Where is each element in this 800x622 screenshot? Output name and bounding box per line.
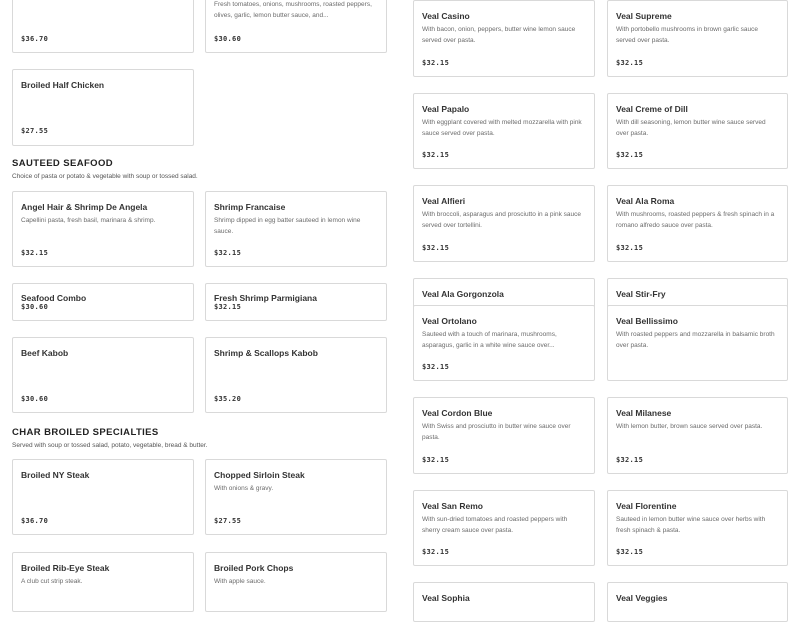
item-price: $35.20 [214,395,242,403]
menu-item-card[interactable] [607,93,788,169]
item-price: $32.15 [422,363,450,371]
item-description: With dill seasoning, lemon butter wine sauce served over pasta. [616,119,766,137]
item-price: $32.15 [422,548,450,556]
item-description: With eggplant covered with melted mozzarella with pink sauce served over pasta. [422,119,582,137]
item-price: $30.60 [214,35,242,43]
item-price: $32.15 [422,244,450,252]
menu-item-card[interactable] [205,552,387,612]
item-description: With lemon butter, brown sauce served over pasta. [616,423,763,430]
item-price: $30.60 [21,395,49,403]
item-name: Beef Kabob [21,348,69,358]
item-name: Fresh Shrimp Parmigiana [214,293,317,303]
section-subtitle: Choice of pasta or potato & vegetable with soup or tossed salad. [12,173,198,180]
item-price: $32.15 [422,151,450,159]
item-description: With bacon, onion, peppers, butter wine lemon sauce served over pasta. [422,26,576,44]
item-description: A club cut strip steak. [21,578,83,585]
menu-item-card[interactable] [607,0,788,77]
item-name: Veal Ala Roma [616,196,675,206]
item-name: Broiled NY Steak [21,470,90,480]
menu-item-card[interactable] [205,191,387,267]
menu-item-card[interactable] [205,283,387,321]
menu-item-card[interactable] [413,582,595,622]
item-description: Shrimp dipped in egg batter sauteed in lemon wine sauce. [214,217,361,235]
item-name: Veal Florentine [616,501,677,511]
item-name: Seafood Combo [21,293,87,303]
section-title: SAUTEED SEAFOOD [12,158,114,169]
menu-item-card[interactable] [607,490,788,566]
item-name: Veal Veggies [616,593,668,603]
item-price: $32.15 [616,548,644,556]
item-name: Broiled Rib-Eye Steak [21,563,110,573]
item-name: Angel Hair & Shrimp De Angela [21,202,148,212]
item-name: Veal Creme of Dill [616,104,688,114]
item-name: Veal Cordon Blue [422,408,493,418]
item-name: Veal Papalo [422,104,470,114]
menu-item-card[interactable] [413,397,595,474]
item-price: $27.55 [214,517,242,525]
menu-item-card[interactable] [413,490,595,566]
item-name: Veal San Remo [422,501,483,511]
item-name: Veal Ala Gorgonzola [422,289,504,299]
item-name: Veal Casino [422,11,470,21]
item-price: $27.55 [21,127,49,135]
menu-item-card[interactable] [413,305,595,381]
menu-item-card[interactable] [205,459,387,535]
menu-item-card[interactable] [413,185,595,262]
item-price: $32.15 [616,244,644,252]
item-description: Sauteed in lemon butter wine sauce over herbs with fresh spinach & pasta. [616,516,766,534]
item-price: $32.15 [616,456,644,464]
menu-item-card[interactable] [413,0,595,77]
item-name: Veal Stir-Fry [616,289,666,299]
item-description: With Swiss and prosciutto in butter wine sauce over pasta. [422,423,571,441]
item-price: $36.70 [21,35,49,43]
item-name: Broiled Half Chicken [21,80,105,90]
menu-item-card[interactable] [413,93,595,169]
item-description: With broccoli, asparagus and prosciutto in a pink sauce served over tortellini. [422,211,581,229]
menu-item-card[interactable] [607,185,788,262]
item-name: Veal Milanese [616,408,672,418]
item-description: With portobello mushrooms in brown garlic sauce served over pasta. [616,26,758,44]
item-description: With onions & gravy. [214,485,274,492]
item-price: $32.15 [21,249,49,257]
item-price: $32.15 [422,59,450,67]
item-name: Veal Ortolano [422,316,477,326]
menu-item-card[interactable] [205,0,387,53]
item-description: With sun-dried tomatoes and roasted peppers with sherry cream sauce over pasta. [422,516,568,534]
item-name: Veal Supreme [616,11,672,21]
section-title: CHAR BROILED SPECIALTIES [12,427,159,438]
item-description: Sauteed with a touch of marinara, mushrooms, asparagus, garlic in a white wine sauce over... [422,331,557,349]
menu-item-card[interactable] [12,69,194,146]
item-price: $32.15 [214,249,242,257]
section-subtitle: Served with soup or tossed salad, potato, vegetable, bread & butter. [12,442,208,449]
menu-item-card[interactable] [12,191,194,267]
menu-item-card[interactable] [607,397,788,474]
item-description: Capellini pasta, fresh basil, marinara & shrimp. [21,217,156,224]
item-name: Shrimp & Scallops Kabob [214,348,318,358]
item-price: $30.60 [21,303,52,311]
item-name: Chopped Sirloin Steak [214,470,305,480]
item-name: Shrimp Francaise [214,202,286,212]
menu-item-card[interactable] [607,582,788,622]
menu-item-card[interactable] [12,0,194,53]
item-description: With roasted peppers and mozzarella in balsamic broth over pasta. [616,331,775,349]
item-name: Veal Alfieri [422,196,466,206]
item-description: With mushrooms, roasted peppers & fresh spinach in a romano alfredo sauce over pasta. [616,211,775,229]
menu-item-card[interactable] [12,283,194,321]
menu-item-card[interactable] [12,337,194,413]
item-price: $32.15 [616,151,644,159]
item-name: Broiled Pork Chops [214,563,294,573]
item-name: Veal Sophia [422,593,470,603]
item-price: $32.15 [616,59,644,67]
item-price: $32.15 [422,456,450,464]
menu-item-card[interactable] [607,305,788,381]
menu-item-card[interactable] [12,459,194,535]
item-price: $36.70 [21,517,49,525]
item-name: Veal Bellissimo [616,316,678,326]
menu-item-card[interactable] [12,552,194,612]
item-description: With apple sauce. [214,578,266,585]
item-description: Fresh tomatoes, onions, mushrooms, roasted peppers, olives, garlic, lemon butter sauce, and... [214,1,372,19]
menu-item-card[interactable] [205,337,387,413]
item-price: $32.15 [214,303,245,311]
